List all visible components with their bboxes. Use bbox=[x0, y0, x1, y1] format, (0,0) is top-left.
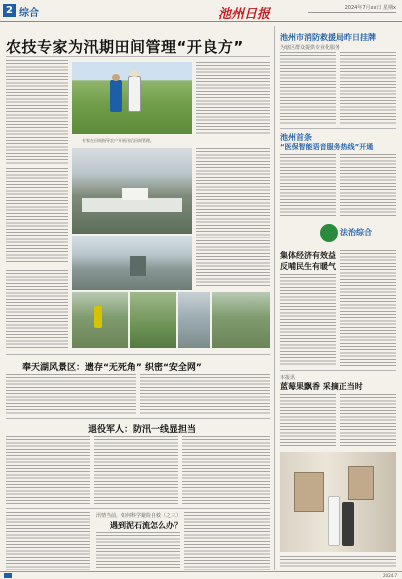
riverbank-photo bbox=[72, 292, 128, 348]
article-text bbox=[280, 394, 336, 448]
bottom-headline: 遇到泥石流怎么办？ bbox=[110, 521, 182, 530]
divider bbox=[6, 508, 270, 509]
right-mid-headline-2: “医保智能语音服务热线”开通 bbox=[280, 143, 374, 151]
main-headline: 农技专家为汛期田间管理“开良方” bbox=[6, 38, 244, 56]
divider bbox=[6, 56, 270, 57]
article-text bbox=[6, 436, 90, 506]
lower-headline: 退役军人：防汛一线显担当 bbox=[88, 425, 197, 435]
section-number: 2 bbox=[3, 4, 16, 17]
article-text bbox=[280, 274, 336, 366]
article-text bbox=[6, 512, 90, 570]
article-text bbox=[340, 250, 396, 366]
badge-circle-icon bbox=[320, 224, 338, 242]
page-tag bbox=[4, 573, 12, 578]
photo-caption-text bbox=[280, 556, 396, 568]
article-text bbox=[6, 270, 68, 348]
article-text bbox=[6, 374, 136, 414]
bottom-kicker: 汛情当前，如何科学避险自救（之三） bbox=[96, 513, 182, 519]
right-bottom-kicker: 本报讯 bbox=[280, 375, 296, 381]
divider bbox=[6, 418, 270, 419]
article-text bbox=[140, 374, 270, 414]
article-text bbox=[6, 60, 68, 165]
article-text bbox=[96, 532, 180, 570]
article-text bbox=[196, 148, 270, 238]
divider bbox=[280, 128, 396, 129]
article-text bbox=[6, 168, 68, 264]
masthead bbox=[0, 0, 402, 22]
article-text bbox=[280, 52, 336, 124]
town-aerial-photo bbox=[72, 148, 192, 234]
section-name: 综合 bbox=[19, 8, 39, 19]
masthead-date: 2024年7月xx日 星期x bbox=[344, 5, 396, 11]
divider bbox=[280, 370, 396, 371]
paper-logo: 池州日报 bbox=[218, 7, 271, 22]
article-text bbox=[340, 52, 396, 124]
article-text bbox=[182, 436, 270, 506]
rescue-boat-photo bbox=[178, 292, 210, 348]
masthead-rule bbox=[308, 12, 396, 13]
article-text bbox=[196, 240, 270, 288]
page-footer bbox=[0, 571, 402, 579]
article-text bbox=[280, 154, 336, 216]
divider bbox=[6, 354, 270, 355]
article-text bbox=[340, 394, 396, 448]
vegetation-photo bbox=[130, 292, 176, 348]
article-text bbox=[340, 154, 396, 216]
article-text bbox=[94, 436, 178, 506]
article-text bbox=[196, 62, 270, 134]
right-lower-headline-1: 集体经济有效益 bbox=[280, 251, 336, 260]
right-top-headline: 池州市消防救援局昨日挂牌 bbox=[280, 33, 376, 42]
farm-field-photo bbox=[72, 62, 192, 134]
right-bottom-headline: 蓝莓果飘香 采摘正当时 bbox=[280, 382, 363, 391]
flood-photo bbox=[72, 236, 192, 290]
article-text bbox=[184, 512, 270, 570]
column-divider bbox=[274, 26, 275, 570]
footer-date: 2024.7 bbox=[383, 573, 397, 578]
rescue-scene-photo bbox=[212, 292, 270, 348]
photo-caption: 专家在田间指导农户开展汛后田间管理。 bbox=[82, 138, 154, 143]
badge-label: 法治综合 bbox=[340, 228, 372, 237]
section-badge bbox=[316, 222, 370, 244]
right-lower-headline-2: 反哺民生有暖气 bbox=[280, 262, 336, 271]
right-mid-headline-1: 池州首条 bbox=[280, 133, 312, 142]
gallery-photo bbox=[280, 452, 396, 552]
right-top-subheadline: 为辖区群众提供专业化服务 bbox=[280, 45, 341, 51]
mid-headline: 奉天湖风景区：遗存“无死角” 织密“安全网” bbox=[22, 363, 202, 373]
